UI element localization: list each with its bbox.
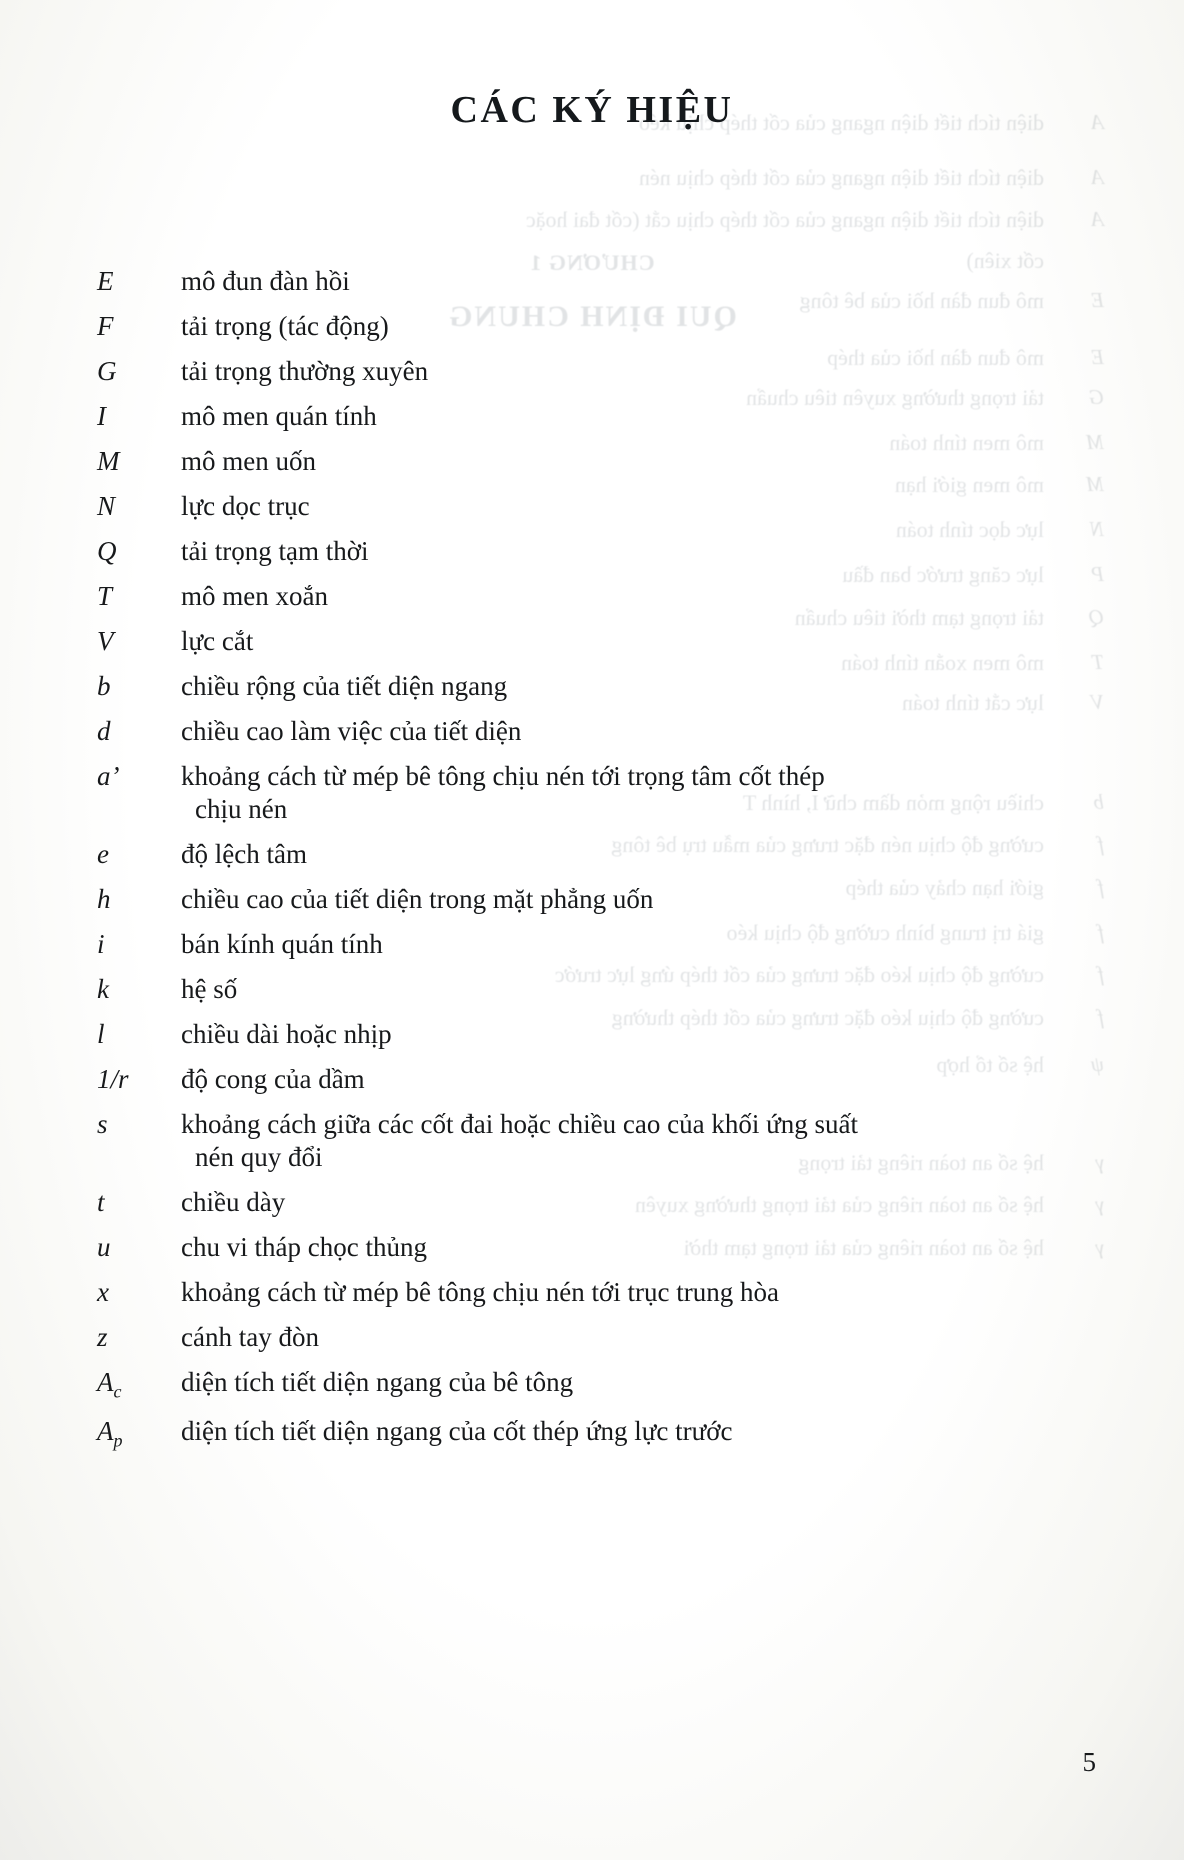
symbol-key: d [97, 715, 111, 746]
symbol-key: z [97, 1322, 108, 1353]
symbol-row [0, 625, 1184, 658]
symbol-key: F [97, 310, 114, 341]
page-number: 5 [1082, 1747, 1096, 1777]
symbol-definition [181, 1231, 1021, 1264]
symbol-key: V [97, 625, 114, 656]
symbol-definition [181, 928, 1021, 961]
symbol-key: Q [97, 535, 117, 566]
symbol-key: G [97, 355, 117, 386]
symbol-definition-text: khoảng cách giữa các cốt đai hoặc chiều cao của khối ứng suất [181, 1108, 858, 1139]
symbol-row [0, 355, 1184, 388]
symbol-key: T [97, 580, 113, 611]
symbol-definition [181, 490, 1021, 523]
symbol-key: E [97, 266, 114, 296]
symbol-row [0, 580, 1184, 613]
symbol-row [0, 1366, 1184, 1403]
symbol-definition-text: mô men xoắn [181, 580, 328, 611]
symbol-definition-text: chiều rộng của tiết diện ngang [181, 670, 508, 701]
symbol-row [0, 1063, 1184, 1096]
symbol-definition-text: chiều dày [181, 1187, 286, 1218]
symbol-definition-text: mô men quán tính [181, 400, 377, 431]
symbol-definition [181, 670, 1021, 703]
symbol-row [0, 490, 1184, 523]
symbol-row [0, 265, 1184, 298]
symbol-definition-text: khoảng cách từ mép bê tông chịu nén tới trục trung hòa [181, 1277, 779, 1308]
symbol-definition-text: diện tích tiết diện ngang của cốt thép ứng lực trước [181, 1416, 733, 1447]
symbol-key: t [97, 1187, 105, 1218]
symbol-definition-text: hệ số [181, 974, 238, 1004]
symbol-row [0, 400, 1184, 433]
symbol-definition-continuation: chịu nén [195, 794, 288, 825]
symbol-definition-text: diện tích tiết diện ngang của bê tông [181, 1367, 574, 1398]
symbol-row [0, 1108, 1184, 1175]
symbol-definition-text: chiều cao làm việc của tiết diện [181, 715, 522, 746]
symbol-key: b [97, 670, 111, 701]
symbol-definition [181, 265, 1021, 298]
symbol-key: I [97, 400, 106, 431]
symbol-row [0, 1186, 1184, 1219]
symbol-row [0, 1018, 1184, 1051]
symbol-key-subscript: p [113, 1430, 123, 1451]
symbol-definition [181, 1321, 1021, 1354]
symbol-definition [181, 535, 1021, 568]
symbol-definition [181, 1276, 1021, 1309]
symbol-definition [181, 973, 1021, 1006]
symbol-definition [181, 1415, 1021, 1448]
symbol-definition [181, 1018, 1021, 1051]
symbol-row [0, 883, 1184, 916]
symbol-row [0, 838, 1184, 871]
symbol-definition-text: lực cắt [181, 625, 254, 656]
symbol-row [0, 1415, 1184, 1452]
symbol-key: 1/r [97, 1063, 129, 1094]
symbol-definition-text: cánh tay đòn [181, 1322, 319, 1353]
symbol-definition [181, 838, 1021, 871]
symbol-definition-text: tải trọng tạm thời [181, 535, 369, 566]
symbol-definition [181, 715, 1021, 748]
symbol-row [0, 445, 1184, 478]
symbol-row [0, 928, 1184, 961]
symbol-definition-text: chiều cao của tiết diện trong mặt phẳng uốn [181, 884, 654, 915]
symbol-row [0, 1321, 1184, 1354]
symbol-definition-text: tải trọng thường xuyên [181, 355, 429, 386]
symbol-key: h [97, 884, 111, 915]
symbol-key-subscript: c [113, 1381, 122, 1402]
symbol-definition [181, 1108, 1021, 1175]
symbol-key: $A_c$ [97, 1367, 122, 1402]
symbol-definition [181, 1366, 1021, 1399]
symbol-key: N [97, 490, 116, 521]
symbol-definition [181, 445, 1021, 478]
symbol-key: a’ [97, 760, 120, 791]
symbol-key: l [97, 1018, 105, 1049]
symbol-definition-continuation: nén quy đổi [195, 1142, 323, 1173]
symbol-row [0, 1231, 1184, 1264]
symbol-definition-text: khoảng cách từ mép bê tông chịu nén tới trọng tâm cốt thép [181, 760, 825, 791]
symbol-definition [181, 760, 1021, 827]
symbol-definition-text: chu vi tháp chọc thủng [181, 1232, 427, 1263]
symbol-row [0, 715, 1184, 748]
symbol-row [0, 1276, 1184, 1309]
symbol-definition-text: tải trọng (tác động) [181, 310, 389, 341]
symbol-key: k [97, 974, 109, 1004]
symbol-row [0, 310, 1184, 343]
symbol-definition [181, 310, 1021, 343]
symbol-definition [181, 1186, 1021, 1219]
symbol-definition [181, 883, 1021, 916]
symbol-key: i [97, 929, 105, 960]
symbol-key: x [97, 1277, 109, 1308]
symbol-key: $A_p$ [97, 1416, 123, 1451]
symbol-key: M [97, 445, 120, 476]
symbol-definition [181, 625, 1021, 658]
symbol-key: u [97, 1232, 111, 1263]
symbol-row [0, 535, 1184, 568]
symbol-row [0, 973, 1184, 1006]
symbol-row [0, 670, 1184, 703]
symbol-definition-text: mô đun đàn hồi [181, 266, 350, 296]
symbol-definition-text: lực dọc trục [181, 490, 310, 521]
page-title: CÁC KÝ HIỆU [450, 89, 734, 131]
symbol-key: e [97, 839, 109, 870]
symbol-definition-text: độ cong của dầm [181, 1063, 365, 1094]
symbol-definition-text: độ lệch tâm [181, 839, 307, 870]
symbol-definition [181, 355, 1021, 388]
symbol-definition-text: bán kính quán tính [181, 929, 383, 960]
symbol-key: s [97, 1108, 108, 1139]
symbol-definition-text: mô men uốn [181, 445, 316, 476]
symbol-definition [181, 1063, 1021, 1096]
symbol-definition-text: chiều dài hoặc nhịp [181, 1018, 392, 1049]
symbol-definition [181, 580, 1021, 613]
symbol-list [0, 265, 1184, 1464]
symbol-definition [181, 400, 1021, 433]
symbol-row [0, 760, 1184, 827]
